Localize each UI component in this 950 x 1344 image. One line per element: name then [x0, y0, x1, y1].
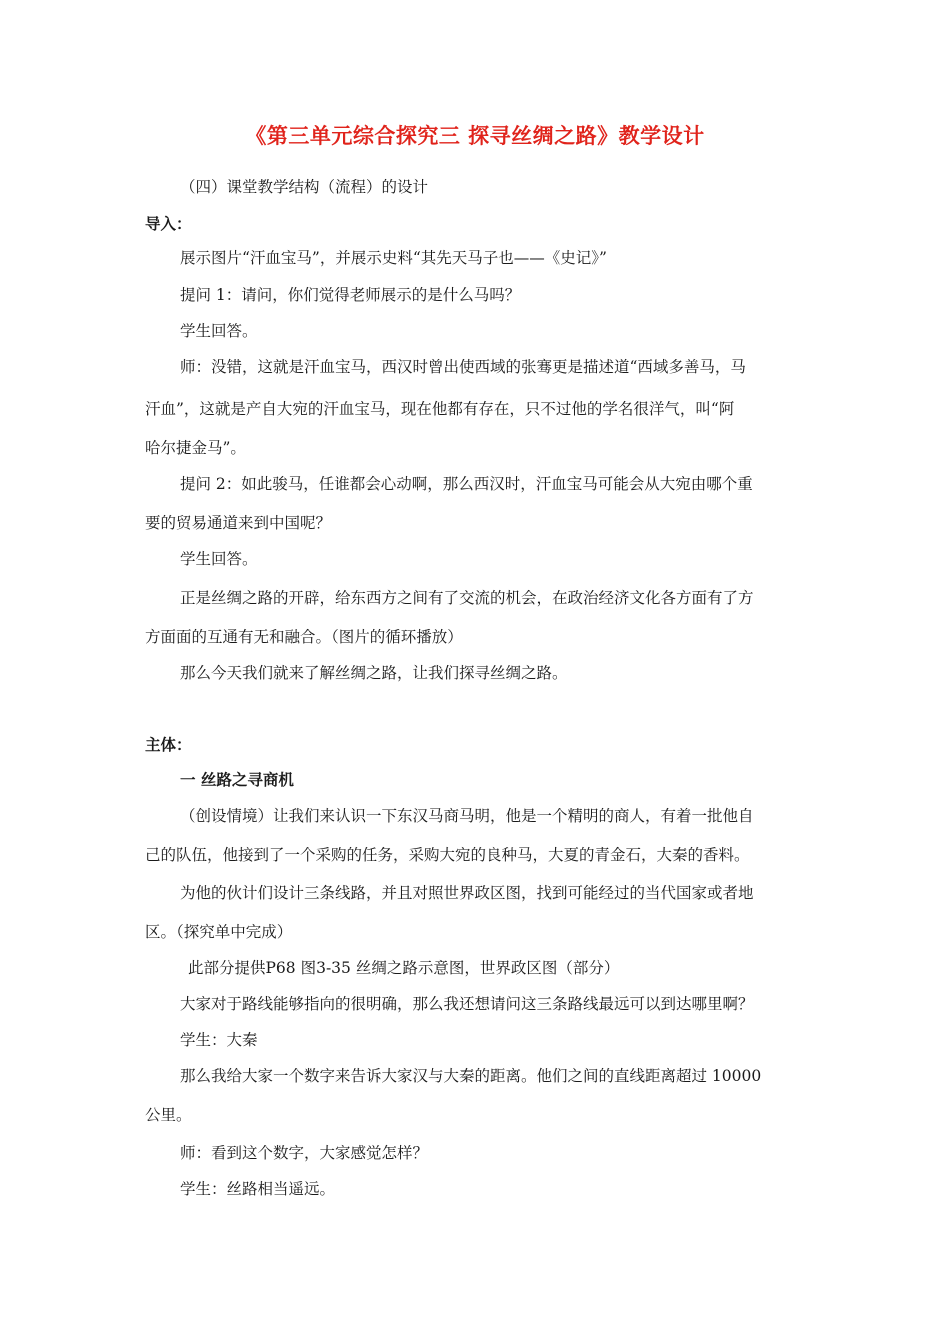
- paragraph-line: 汗血”，这就是产自大宛的汗血宝马，现在他都有存在，只不过他的学名很洋气，叫“阿: [145, 400, 735, 418]
- paragraph-line: 师：没错，这就是汗血宝马，西汉时曾出使西域的张骞更是描述道“西域多善马，马: [180, 358, 746, 376]
- paragraph-line: 为他的伙计们设计三条线路，并且对照世界政区图，找到可能经过的当代国家或者地: [180, 884, 754, 902]
- paragraph-line: 那么我给大家一个数字来告诉大家汉与大秦的距离。他们之间的直线距离超过 10000: [180, 1067, 762, 1085]
- paragraph-line: 区。（探究单中完成）: [145, 923, 293, 941]
- paragraph-line: 方面面的互通有无和融合。（图片的循环播放）: [145, 628, 463, 646]
- paragraph-line: 提问 2：如此骏马，任谁都会心动啊，那么西汉时，汗血宝马可能会从大宛由哪个重: [180, 475, 753, 493]
- paragraph-line: 学生回答。: [180, 550, 258, 568]
- paragraph-line: 那么今天我们就来了解丝绸之路，让我们探寻丝绸之路。: [180, 664, 568, 682]
- paragraph-line: 师：看到这个数字，大家感觉怎样？: [180, 1144, 429, 1162]
- section-heading: 一 丝路之寻商机: [180, 771, 294, 789]
- paragraph-line: 学生回答。: [180, 322, 258, 340]
- paragraph-line: 正是丝绸之路的开辟，给东西方之间有了交流的机会，在政治经济文化各方面有了方: [180, 589, 754, 607]
- paragraph-line: 大家对于路线能够指向的很明确，那么我还想请问这三条路线最远可以到达哪里啊？: [180, 995, 754, 1013]
- subheading: （四）课堂教学结构（流程）的设计: [180, 178, 429, 196]
- document-title: 《第三单元综合探究三 探寻丝绸之路》教学设计: [245, 123, 705, 148]
- paragraph-line: 己的队伍，他接到了一个采购的任务，采购大宛的良种马，大夏的青金石，大秦的香料。: [145, 846, 750, 864]
- paragraph-line: 公里。: [145, 1106, 192, 1124]
- paragraph-line: 学生：丝路相当遥远。: [180, 1180, 336, 1198]
- paragraph-line: 此部分提供P68 图3-35 丝绸之路示意图，世界政区图（部分）: [188, 959, 620, 977]
- paragraph-line: （创设情境）让我们来认识一下东汉马商马明，他是一个精明的商人，有着一批他自: [180, 807, 754, 825]
- paragraph-line: 学生：大秦: [180, 1031, 258, 1049]
- paragraph-line: 要的贸易通道来到中国呢？: [145, 514, 332, 532]
- paragraph-line: 哈尔捷金马”。: [145, 439, 246, 457]
- paragraph-line: 展示图片“汗血宝马”，并展示史料“其先天马子也——《史记》”: [180, 249, 607, 267]
- paragraph-line: 提问 1：请问，你们觉得老师展示的是什么马吗？: [180, 286, 521, 304]
- intro-label: 导入：: [145, 215, 192, 233]
- main-label: 主体：: [145, 736, 192, 754]
